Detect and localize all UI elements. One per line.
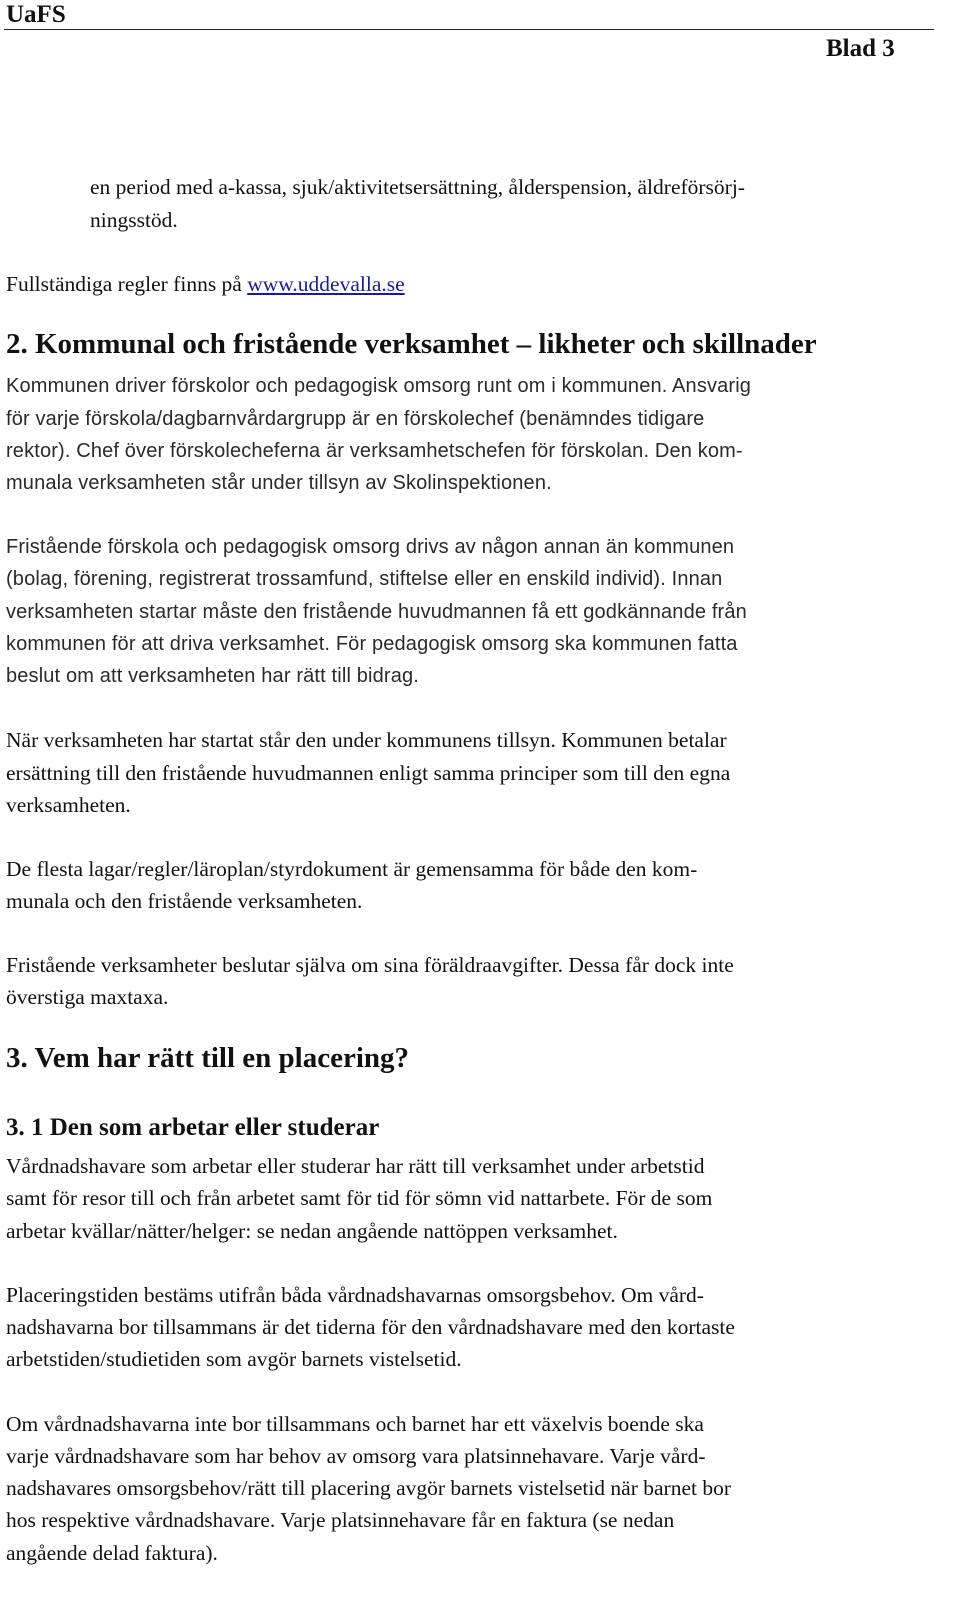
text-line: beslut om att verksamheten har rätt till bidrag. [6, 665, 419, 687]
intro-line: ningsstöd. [90, 208, 178, 232]
uddevalla-link[interactable]: www.uddevalla.se [247, 272, 405, 296]
text-line: nadshavarna bor tillsammans är det tiderna för den vårdnadshavare med den kortaste [6, 1315, 735, 1339]
text-line: arbetar kvällar/nätter/helger: se nedan angående nattöppen verksamhet. [6, 1219, 618, 1243]
text-line: Fristående verksamheter beslutar själva om sina föräldraavgifter. Dessa får dock inte [6, 953, 734, 977]
text-line: samt för resor till och från arbetet samt för tid för sömn vid nattarbete. För de som [6, 1186, 713, 1210]
intro-line: en period med a-kassa, sjuk/aktivitetsersättning, ålderspension, äldreförsörj- [90, 175, 745, 199]
section-2-heading: 2. Kommunal och fristående verksamhet – likheter och skillnader [6, 328, 817, 360]
text-line: varje vårdnadshavare som har behov av omsorg vara platsinnehavare. Varje vård- [6, 1444, 706, 1468]
text-line: munala verksamheten står under tillsyn av Skolinspektionen. [6, 472, 552, 494]
text-line: angående delad faktura). [6, 1541, 218, 1565]
section-3-heading: 3. Vem har rätt till en placering? [6, 1042, 410, 1074]
text-line: hos respektive vårdnadshavare. Varje platsinnehavare får en faktura (se nedan [6, 1508, 675, 1532]
rules-text: Fullständiga regler finns på [6, 272, 248, 296]
text-line: Placeringstiden bestäms utifrån båda vårdnadshavarnas omsorgsbehov. Om vård- [6, 1283, 704, 1307]
organization-name: UaFS [6, 1, 66, 28]
text-line: kommunen för att driva verksamhet. För pedagogisk omsorg ska kommunen fatta [6, 633, 738, 655]
text-line: Om vårdnadshavarna inte bor tillsammans och barnet har ett växelvis boende ska [6, 1412, 704, 1436]
text-line: Kommunen driver förskolor och pedagogisk omsorg runt om i kommunen. Ansvarig [6, 375, 752, 397]
text-line: munala och den fristående verksamheten. [6, 889, 363, 913]
text-line: överstiga maxtaxa. [6, 985, 169, 1009]
text-line: ersättning till den fristående huvudmannen enligt samma principer som till den egna [6, 761, 731, 785]
text-line: verksamheten startar måste den fristående huvudmannen få ett godkännande från [6, 601, 747, 623]
text-line: När verksamheten har startat står den under kommunens tillsyn. Kommunen betalar [6, 728, 727, 752]
text-line: De flesta lagar/regler/läroplan/styrdokument är gemensamma för både den kom- [6, 857, 698, 881]
text-line: verksamheten. [6, 793, 131, 817]
text-line: Fristående förskola och pedagogisk omsorg drivs av någon annan än kommunen [6, 536, 735, 558]
text-line: rektor). Chef över förskolecheferna är verksamhetschefen för förskolan. Den kom- [6, 440, 743, 462]
section-3-1-heading: 3. 1 Den som arbetar eller studerar [6, 1114, 380, 1141]
text-line: för varje förskola/dagbarnvårdargrupp är en förskolechef (benämndes tidigare [6, 408, 705, 430]
text-line: (bolag, förening, registrerat trossamfund, stiftelse eller en enskild individ). Innan [6, 568, 723, 590]
page-number: Blad 3 [826, 35, 895, 62]
header-divider [4, 29, 934, 30]
text-line: Vårdnadshavare som arbetar eller studerar har rätt till verksamhet under arbetstid [6, 1154, 705, 1178]
text-line: arbetstiden/studietiden som avgör barnets vistelsetid. [6, 1347, 462, 1371]
text-line: nadshavares omsorgsbehov/rätt till placering avgör barnets vistelsetid när barnet bor [6, 1476, 732, 1500]
rules-paragraph [6, 268, 405, 301]
